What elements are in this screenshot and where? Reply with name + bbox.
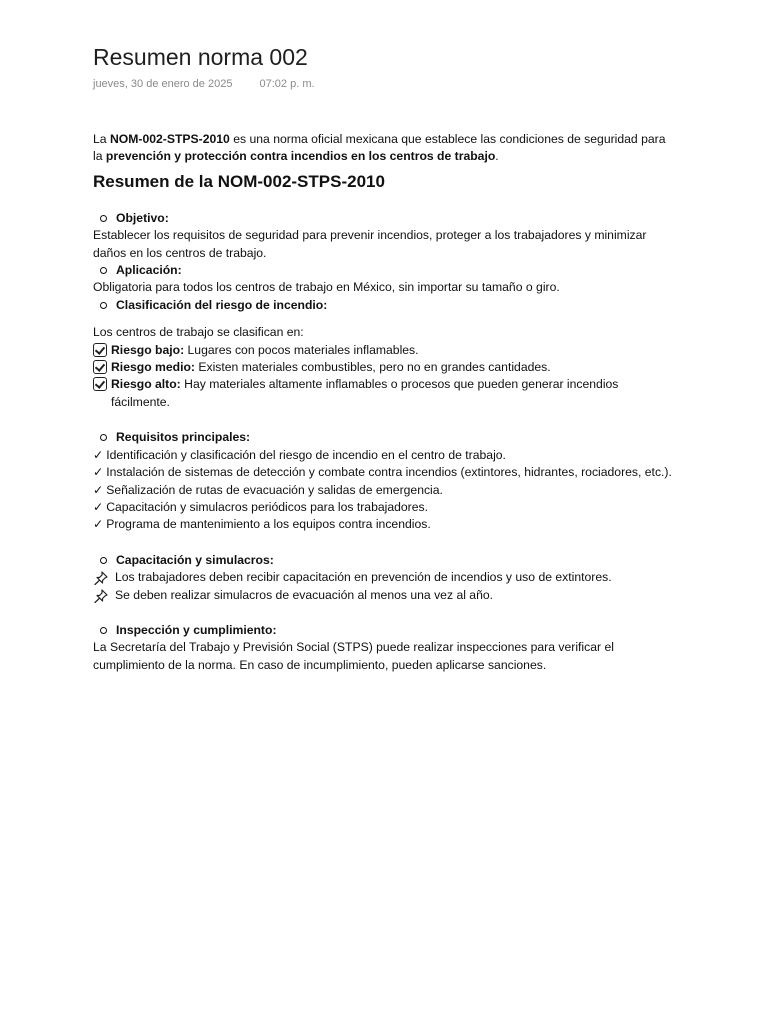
risk-item	[93, 342, 673, 359]
page-title[interactable]: Resumen norma 002	[93, 44, 308, 70]
check-mark-icon: ✓	[93, 517, 104, 532]
requirement-item	[93, 499, 673, 516]
section-label: Aplicación:	[116, 263, 182, 278]
inspeccion-text: La Secretaría del Trabajo y Previsión Social (STPS) puede realizar inspecciones para verificar el cumplimiento de la norma. En caso de incumplimiento, pueden aplicarse sanciones.	[93, 640, 614, 672]
note-body[interactable]	[93, 131, 673, 674]
requirement-item	[93, 482, 673, 499]
training-item	[93, 587, 673, 604]
section-inspeccion	[93, 622, 673, 639]
section-clasificacion	[93, 297, 673, 314]
circle-bullet-icon	[100, 557, 107, 564]
section-label: Inspección y cumplimiento:	[116, 622, 277, 637]
risk-level-label: Riesgo alto:	[111, 377, 181, 392]
section-label: Clasificación del riesgo de incendio:	[116, 297, 328, 312]
circle-bullet-icon	[100, 302, 107, 309]
pushpin-icon	[93, 589, 109, 603]
clasificacion-intro: Los centros de trabajo se clasifican en:	[93, 325, 304, 340]
summary-heading: Resumen de la NOM-002-STPS-2010	[93, 171, 385, 191]
note-time: 07:02 p. m.	[259, 78, 315, 90]
requirement-text: Capacitación y simulacros periódicos para los trabajadores.	[106, 499, 428, 514]
checkbox-checked-icon	[93, 343, 107, 357]
training-item	[93, 569, 673, 586]
check-mark-icon: ✓	[93, 499, 104, 514]
section-label: Requisitos principales:	[116, 430, 251, 445]
objetivo-text: Establecer los requisitos de seguridad para prevenir incendios, proteger a los trabajadores y minimizar daños en los centros de trabajo.	[93, 228, 647, 260]
risk-level-description: Existen materiales combustibles, pero no en grandes cantidades.	[194, 360, 551, 375]
requirement-text: Identificación y clasificación del riesgo de incendio en el centro de trabajo.	[106, 447, 506, 462]
section-label: Capacitación y simulacros:	[116, 552, 274, 567]
check-mark-icon: ✓	[93, 482, 104, 497]
checkbox-checked-icon	[93, 377, 107, 391]
risk-level-description: Hay materiales altamente inflamables o procesos que pueden generar incendios fácilmente.	[111, 377, 619, 409]
intro-text: es una norma oficial mexicana que establece las condiciones de seguridad para la	[93, 132, 666, 164]
requirement-item	[93, 516, 673, 533]
section-aplicacion	[93, 262, 673, 279]
circle-bullet-icon	[100, 627, 107, 634]
training-text: Los trabajadores deben recibir capacitación en prevención de incendios y uso de extintores.	[115, 570, 612, 585]
intro-text: .	[495, 149, 499, 164]
risk-item	[93, 376, 673, 411]
intro-text: La	[93, 132, 110, 146]
risk-item-text	[111, 342, 419, 359]
intro-norm-code: NOM-002-STPS-2010	[109, 132, 230, 146]
section-capacitacion	[93, 552, 673, 569]
note-metadata	[93, 78, 315, 90]
requirement-item	[93, 464, 673, 481]
intro-paragraph	[93, 131, 673, 166]
requirement-text: Señalización de rutas de evacuación y salidas de emergencia.	[106, 482, 443, 497]
risk-item-text	[111, 376, 673, 411]
risk-level-label: Riesgo medio:	[111, 360, 195, 375]
requirement-text: Instalación de sistemas de detección y combate contra incendios (extintores, hidrantes, rociadores, etc.).	[106, 465, 672, 480]
section-label: Objetivo:	[116, 210, 169, 225]
aplicacion-text: Obligatoria para todos los centros de trabajo en México, sin importar su tamaño o giro.	[93, 280, 560, 295]
training-text: Se deben realizar simulacros de evacuación al menos una vez al año.	[115, 587, 494, 602]
requirement-text: Programa de mantenimiento a los equipos contra incendios.	[106, 517, 431, 532]
risk-level-description: Lugares con pocos materiales inflamables.	[184, 342, 419, 357]
note-date: jueves, 30 de enero de 2025	[93, 78, 233, 90]
risk-level-label: Riesgo bajo:	[111, 342, 185, 357]
circle-bullet-icon	[100, 434, 107, 441]
circle-bullet-icon	[100, 215, 107, 222]
risk-item-text	[111, 359, 551, 376]
pushpin-icon	[93, 571, 109, 585]
requirement-item	[93, 447, 673, 464]
checkbox-checked-icon	[93, 360, 107, 374]
check-mark-icon: ✓	[93, 465, 104, 480]
intro-emphasis: prevención y protección contra incendios en los centros de trabajo	[105, 149, 496, 164]
section-requisitos	[93, 429, 673, 446]
check-mark-icon: ✓	[93, 447, 104, 462]
circle-bullet-icon	[100, 267, 107, 274]
section-objetivo	[93, 210, 673, 227]
risk-item	[93, 359, 673, 376]
